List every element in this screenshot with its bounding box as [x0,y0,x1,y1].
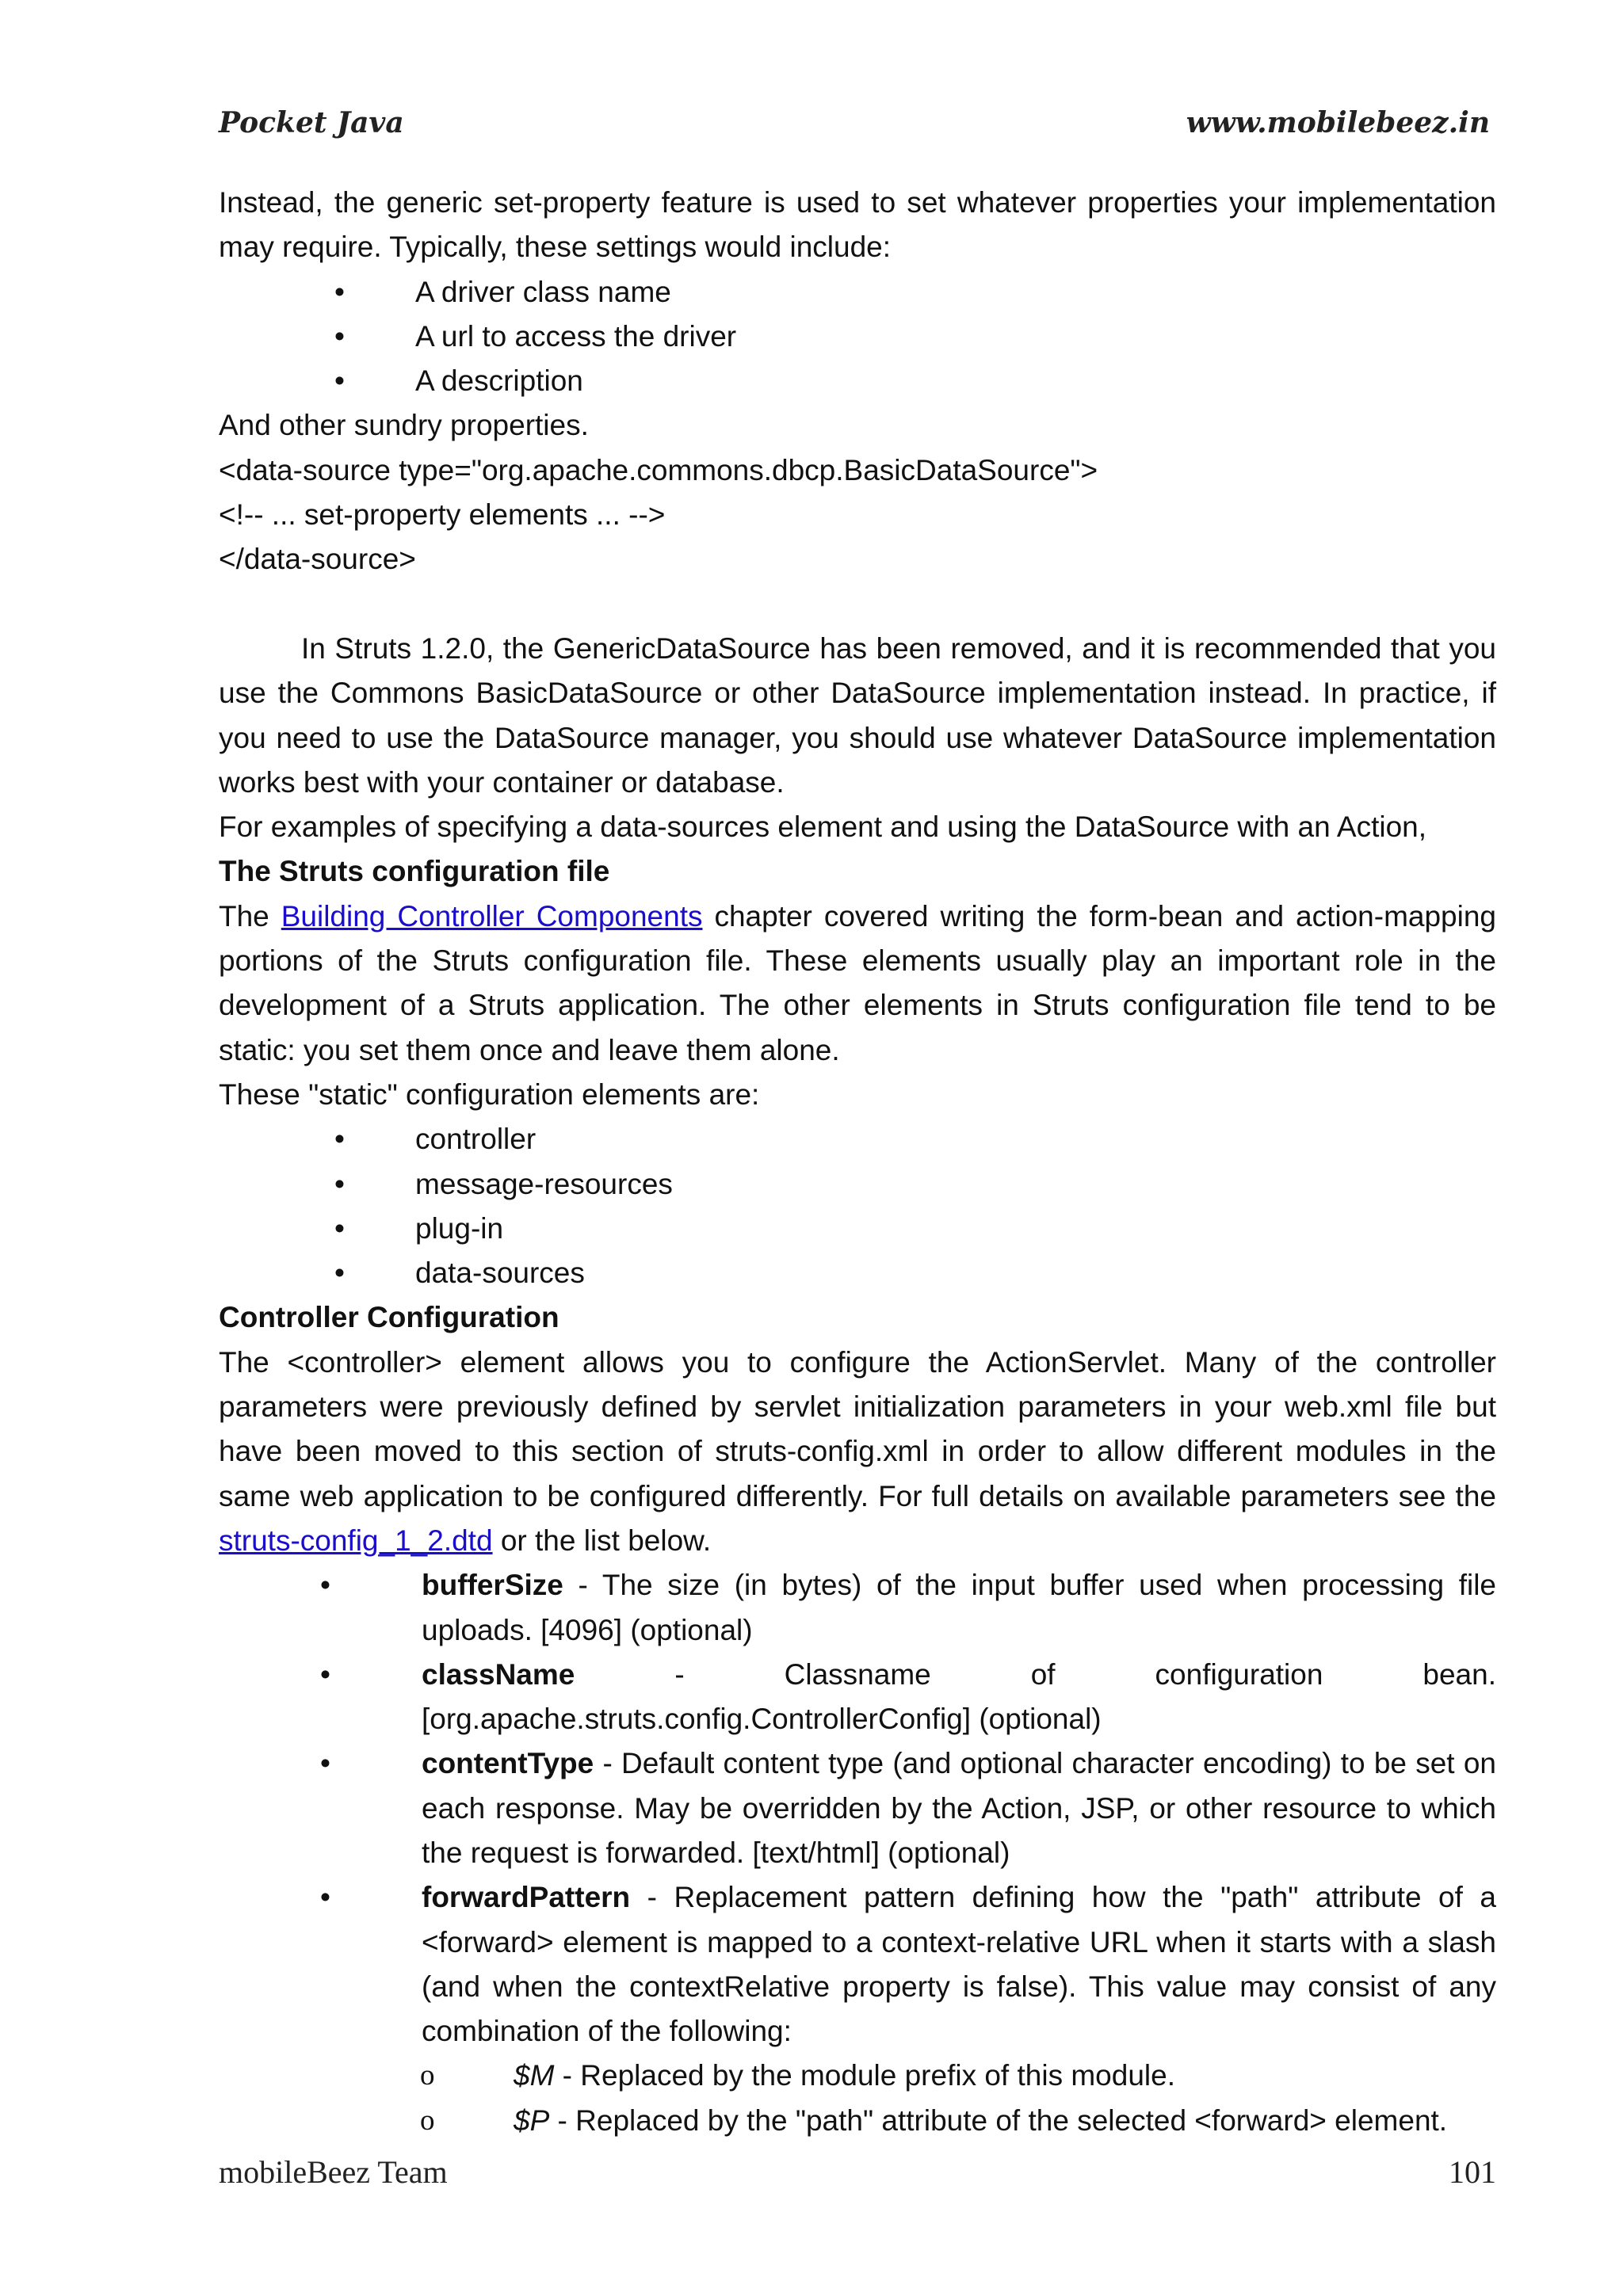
static-elements-list [219,1117,1496,1295]
param-name: contentType [422,1747,594,1780]
examples-text: For examples of specifying a data-sources element and using the DataSource with an Action, [219,810,1427,844]
header-website: www.mobilebeez.in [1186,106,1490,139]
building-controller-components-link[interactable]: Building Controller Components [281,899,703,933]
bullet-icon: • [320,1657,330,1691]
param-item [320,1875,1496,2054]
param-item [320,1653,1496,1742]
param-desc: - Replacement pattern defining how the "path" attribute of a <forward> element is mapped to a context-relative URL when it starts with a slash (and when the contextRelative property is false). This value may consist of any combination of the following: [422,1881,1496,2048]
code-line: <!-- ... set-property elements ... --> [219,498,666,532]
intro-paragraph: Instead, the generic set-property feature is used to set whatever properties your implementation may require. Typically, these settings would include: [219,186,1496,264]
code-line: </data-source> [219,543,416,576]
controller-paragraph [219,1341,1496,1563]
param-desc: - Default content type (and optional character encoding) to be set on each response. May be overridden by the Action, JSP, or other resource to which the request is forwarded. [text/html] (optional) [422,1747,1496,1869]
page-content [219,181,1496,2143]
page-footer [219,2153,1496,2193]
param-item [320,1741,1496,1875]
settings-list [219,270,1496,404]
param-name: className [422,1657,575,1691]
circle-bullet-icon: o [420,2059,435,2092]
footer-team: mobileBeez Team [219,2154,448,2190]
param-name: forwardPattern [422,1881,631,1914]
bullet-icon: • [320,1747,330,1780]
circle-bullet-icon: o [420,2103,435,2137]
code-line: <data-source type="org.apache.commons.dbcp.BasicDataSource"> [219,453,1098,486]
struts-120-paragraph: In Struts 1.2.0, the GenericDataSource has been removed, and it is recommended that you use the Commons BasicDataSource or other DataSource implementation instead. In practice, if you need to use the DataSource manager, you should use whatever DataSource implementation works best with your container or database. [219,631,1496,799]
param-item [320,1563,1496,1653]
sundry-text: And other sundry properties. [219,409,589,442]
param-desc: - The size (in bytes) of the input buffer used when processing file uploads. [4096] (optional) [422,1569,1496,1646]
list-item: • controller [219,1117,1496,1161]
list-item: • message-resources [219,1162,1496,1207]
static-elements-intro: These "static" configuration elements are: [219,1077,760,1111]
struts-config-dtd-link[interactable]: struts-config_1_2.dtd [219,1524,493,1557]
page-header [219,106,1495,146]
bullet-icon: • [320,1569,330,1602]
sub-var: $M [514,2059,555,2092]
list-item: • data-sources [219,1251,1496,1295]
sub-var: $P [514,2103,550,2137]
config-text-after: chapter covered writing the form-bean and action-mapping portions of the Struts configuration file. These elements usually play an important role in the development of a Struts application. The other elements in Struts configuration file tend to be static: you set them once and leave them alone. [219,899,1497,1066]
list-item: • A description [219,359,1496,403]
page-number: 101 [1449,2154,1496,2190]
param-desc: - Classname of configuration bean. [org.apache.struts.config.ControllerConfig] (optional) [422,1657,1496,1736]
list-item: • A url to access the driver [219,315,1496,359]
controller-params-list [219,1563,1496,2054]
config-file-paragraph [219,894,1496,1073]
header-book-title: Pocket Java [219,106,404,139]
sub-desc: - Replaced by the module prefix of this module. [554,2059,1175,2092]
spacer [219,582,1496,627]
controller-text: The <controller> element allows you to configure the ActionServlet. Many of the controller parameters were previously defined by servlet initialization parameters in your web.xml file but have been moved to this section of struts-config.xml in order to allow different modules in the same web application to be configured differently. For full details on available parameters see the [219,1345,1496,1512]
section-heading-controller: Controller Configuration [219,1301,559,1334]
section-heading-config-file: The Struts configuration file [219,855,610,888]
sub-item [219,2054,1496,2098]
config-text-before: The [219,899,281,933]
param-name: bufferSize [422,1569,563,1602]
forward-pattern-sublist [219,2054,1496,2143]
list-item: • plug-in [219,1207,1496,1251]
bullet-icon: • [320,1881,330,1914]
controller-link-after: or the list below. [492,1524,712,1557]
sub-item [219,2099,1496,2143]
list-item: • A driver class name [219,270,1496,315]
sub-desc: - Replaced by the "path" attribute of the selected <forward> element. [549,2103,1448,2137]
